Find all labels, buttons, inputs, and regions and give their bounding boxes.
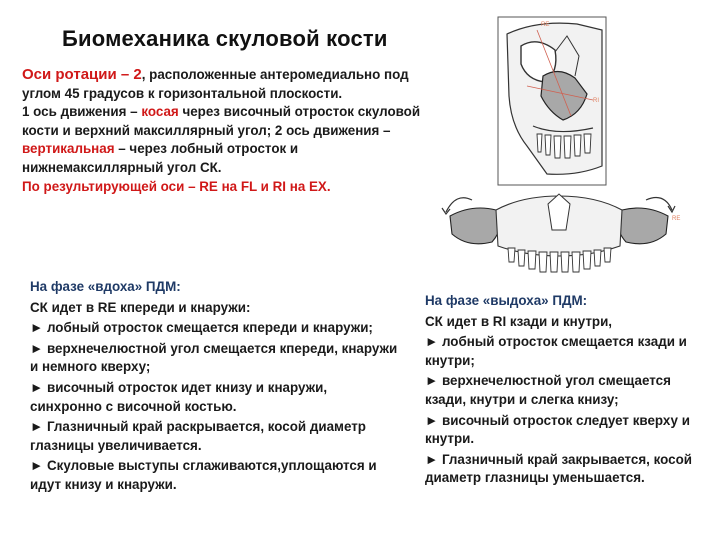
intro-text	[22, 66, 422, 196]
exhale-line: ► лобный отросток смещается кзади и кнутри;	[425, 334, 687, 368]
exhale-line: ► верхнечелюстной угол смещается кзади, кнутри и слегка книзу;	[425, 373, 671, 407]
inhale-line: ► Глазничный край раскрывается, косой диаметр глазницы увеличивается.	[30, 419, 366, 453]
exhale-line: ► Глазничный край закрывается, косой диаметр глазницы уменьшается.	[425, 451, 693, 486]
axis1-text: через височный отросток скуловой кости и верхний максиллярный угол; 2 ось движения –	[22, 104, 421, 138]
axis2-word: вертикальная	[22, 141, 115, 157]
axis1-pre: 1 ось движения –	[22, 104, 142, 120]
page-title: Биомеханика скуловой кости	[62, 26, 388, 51]
inhale-section	[30, 278, 400, 497]
inhale-line: ► Скуловые выступы сглаживаются,уплощаются и идут книзу и кнаружи.	[30, 458, 377, 492]
inhale-line: ► височный отросток идет книзу и кнаружи, синхронно с височной костью.	[30, 379, 328, 414]
axis1-word: косая	[141, 104, 179, 120]
exhale-section	[425, 292, 710, 490]
skull-frontal-illustration	[432, 186, 686, 276]
exhale-header: На фазе «выдоха» ПДМ:	[425, 293, 588, 308]
label-re-lateral: RE	[541, 22, 550, 28]
axis2-text: – через лобный отросток и нижнемаксиллярный угол СК.	[22, 141, 299, 175]
inhale-line: ► лобный отросток смещается кпереди и кнаружи;	[30, 320, 373, 336]
axes-text: , расположенные антеромедиально под углом 45 градусов к горизонтальной плоскости.	[22, 67, 409, 101]
label-re-frontal: RE	[672, 216, 681, 222]
axes-label: Оси ротации – 2	[22, 66, 142, 83]
result-text: По результирующей оси – RE на FL и RI на EX.	[22, 178, 331, 194]
label-ri-lateral: RI	[593, 98, 599, 104]
inhale-line: ► верхнечелюстной угол смещается кпереди, кнаружи и немного кверху;	[30, 340, 398, 375]
skull-lateral-illustration	[497, 16, 607, 186]
exhale-line: ► височный отросток следует кверху и кнутри.	[425, 412, 690, 447]
inhale-header: На фазе «вдоха» ПДМ:	[30, 279, 181, 294]
inhale-line: СК идет в RE кпереди и кнаружи:	[30, 299, 251, 315]
exhale-line: СК идет в RI кзади и кнутри,	[425, 313, 613, 329]
